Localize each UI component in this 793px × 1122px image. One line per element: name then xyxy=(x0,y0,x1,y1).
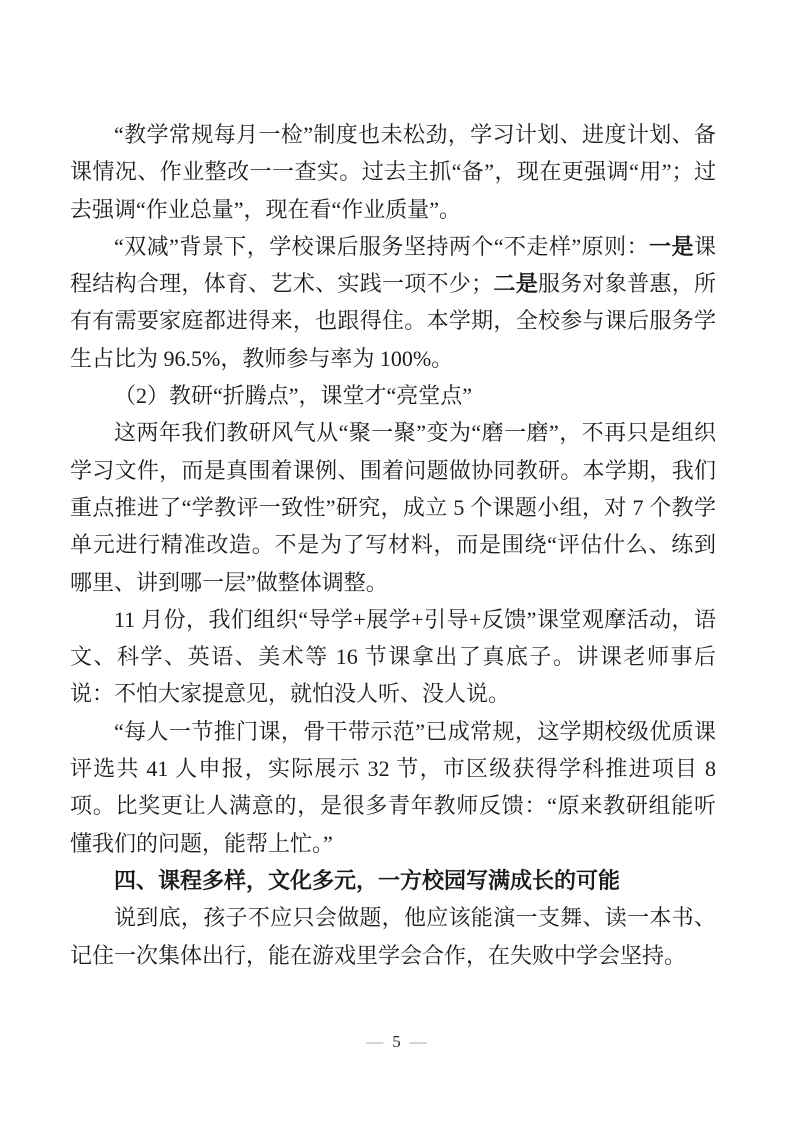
text-segment: 一是 xyxy=(649,233,694,259)
text-segment: 二是 xyxy=(493,271,538,297)
page-number: 5 xyxy=(392,1032,401,1051)
text-segment: “双减”背景下，学校课后服务坚持两个“不走样”原则： xyxy=(114,233,650,259)
subheading-teaching-research xyxy=(70,377,716,414)
para-research-culture-shift xyxy=(70,414,716,600)
text-segment: “教学常规每月一检”制度也未松劲，学习计划、进度计划、备课情况、作业整改一一查实。过去主抓“备”，现在更强调“用”；过去强调“作业总量”，现在看“作业质量”。 xyxy=(70,122,716,222)
text-segment: 11 月份，我们组织“导学+展学+引导+反馈”课堂观摩活动，语文、科学、英语、美术等 16 节课拿出了真底子。讲课老师事后说：不怕大家提意见，就怕没人听、没人说。 xyxy=(70,606,716,707)
footer-dash-right: — xyxy=(409,1032,427,1051)
para-teaching-routine-check xyxy=(70,116,716,228)
text-segment: 服务对象普惠，所有有需要家庭都进得来，也跟得住。本学期，全校参与课后服务学生占比为 96.5%，教师参与率为 100%。 xyxy=(70,271,716,371)
text-segment: “每人一节推门课，骨干带示范”已成常规，这学期校级优质课评选共 41 人申报，实际展示 32 节，市区级获得学科推进项目 8 项。比奖更让人满意的，是很多青年教师反馈：“原来教研组能听懂我们的问题，能帮上忙。” xyxy=(70,718,716,856)
text-segment: （2）教研“折腾点”，课堂才“亮堂点” xyxy=(114,383,473,409)
para-open-class-awards xyxy=(70,713,716,862)
page-footer xyxy=(0,1031,793,1053)
para-growth-beyond-exams xyxy=(70,899,716,974)
para-november-observation xyxy=(70,601,716,713)
text-segment: 四、课程多样，文化多元，一方校园写满成长的可能 xyxy=(114,867,621,893)
text-segment: 这两年我们教研风气从“聚一聚”变为“磨一磨”，不再只是组织学习文件，而是真围着课例、围着问题做协同教研。本学期，我们重点推进了“学教评一致性”研究，成立 5 个课题小组，对 7 个教学单元进行精准改造。不是为了写材料，而是围绕“评估什么、练到哪里、讲到哪一层”做整体调整。 xyxy=(70,420,716,595)
text-segment: 说到底，孩子不应只会做题，他应该能演一支舞、读一本书、记住一次集体出行，能在游戏里学会合作，在失败中学会坚持。 xyxy=(70,905,716,968)
text-segment: 课程结构合理，体育、艺术、实践一项不少； xyxy=(70,233,716,297)
footer-dash-left: — xyxy=(366,1032,384,1051)
heading-section-four xyxy=(70,862,716,899)
document-body xyxy=(70,116,716,974)
para-double-reduction-service xyxy=(70,228,716,377)
